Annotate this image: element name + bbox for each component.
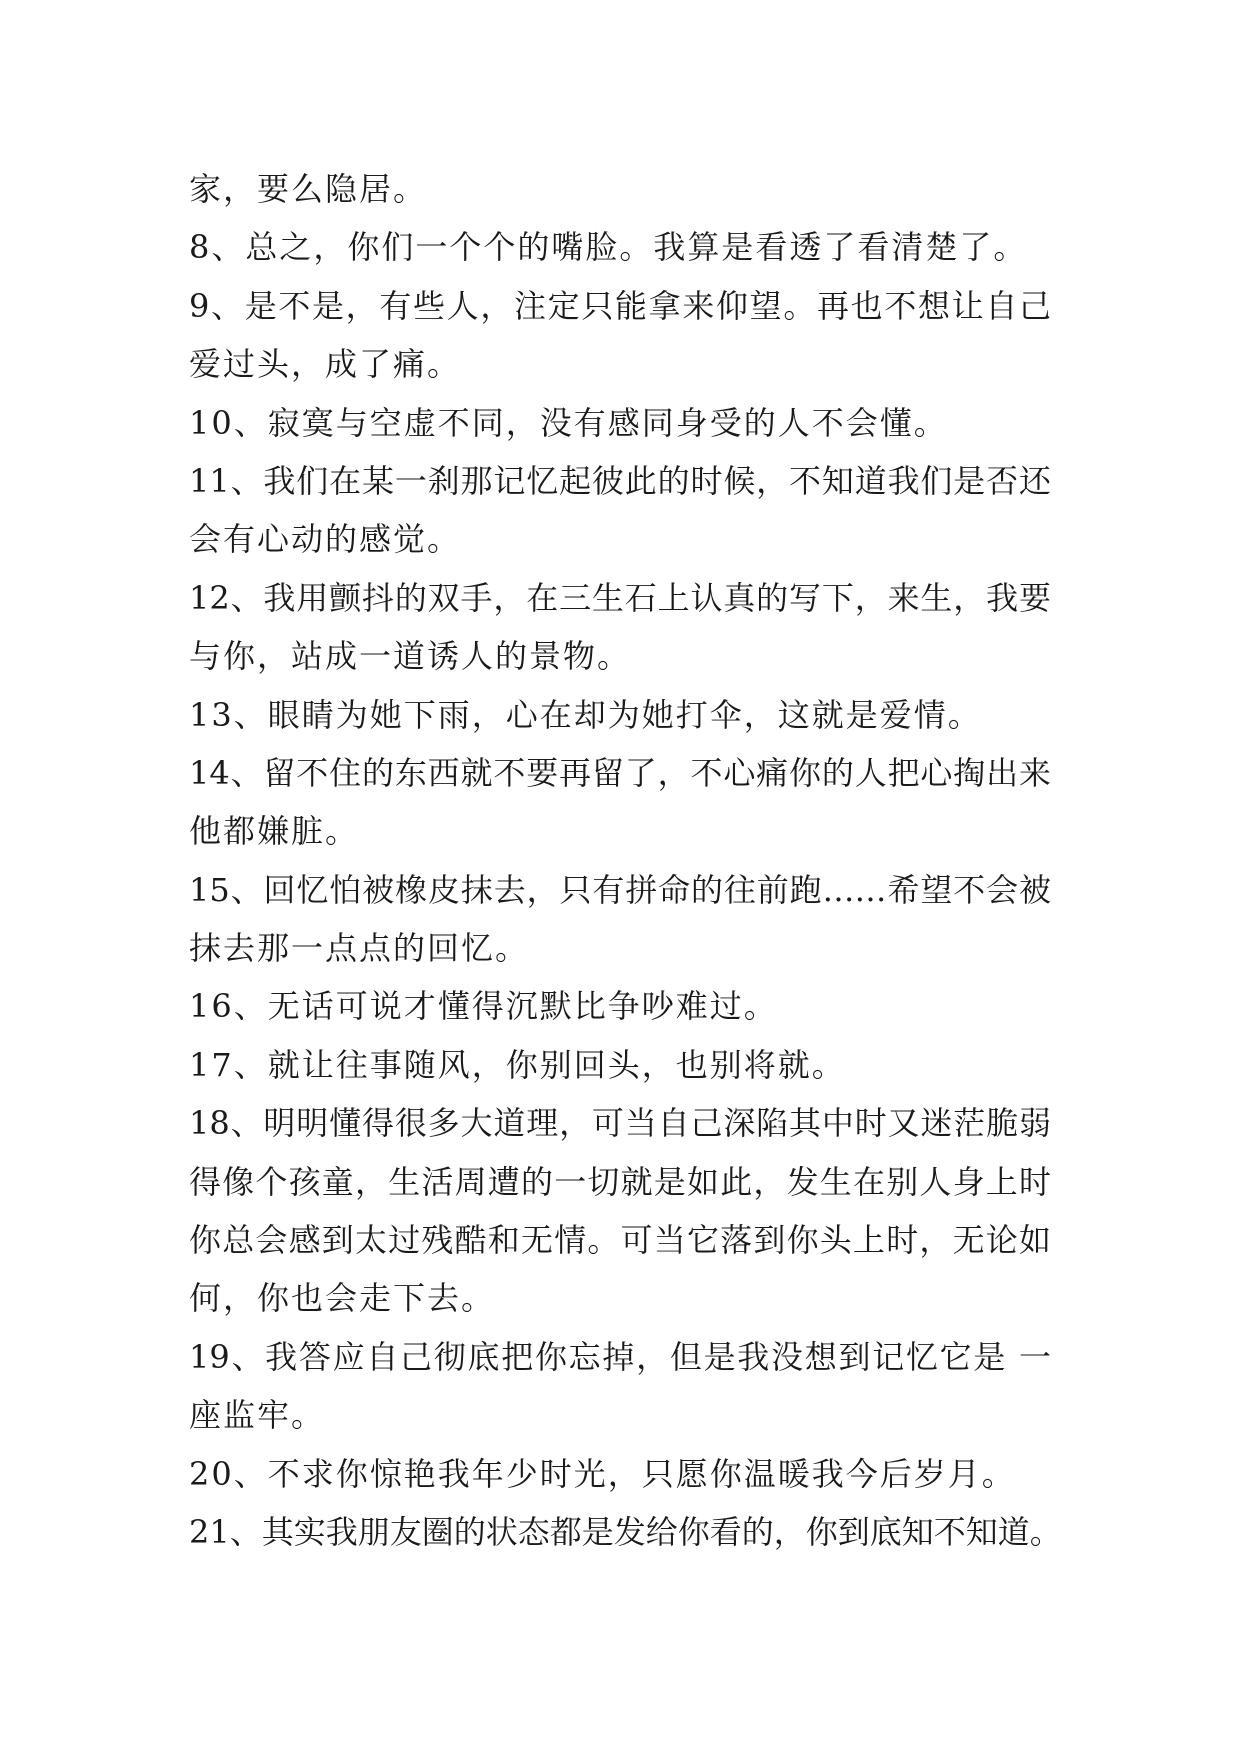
text-line: 11、我们在某一刹那记忆起彼此的时候，不知道我们是否还 xyxy=(189,461,1051,500)
text-line: 座监牢。 xyxy=(189,1396,326,1435)
text-body xyxy=(189,160,1062,1561)
text-line: 得像个孩童，生活周遭的一切就是如此，发生在别人身上时 xyxy=(189,1162,1051,1201)
text-line: 爱过头，成了痛。 xyxy=(189,345,462,384)
text-line: 20、不求你惊艳我年少时光，只愿你温暖我今后岁月。 xyxy=(189,1454,1016,1493)
text-line: 他都嫌脏。 xyxy=(189,812,360,851)
text-line: 21、其实我朋友圈的状态都是发给你看的，你到底知不知道。 xyxy=(189,1512,1062,1551)
text-line: 15、回忆怕被橡皮抹去，只有拼命的往前跑……希望不会被 xyxy=(189,870,1051,909)
text-line: 10、寂寞与空虚不同，没有感同身受的人不会懂。 xyxy=(189,403,948,442)
text-line: 12、我用颤抖的双手，在三生石上认真的写下，来生，我要 xyxy=(189,578,1051,617)
text-line: 何，你也会走下去。 xyxy=(189,1279,496,1318)
text-line: 18、明明懂得很多大道理，可当自己深陷其中时又迷茫脆弱 xyxy=(189,1104,1051,1143)
text-line: 19、我答应自己彻底把你忘掉，但是我没想到记忆它是 一 xyxy=(189,1337,1051,1376)
text-line: 13、眼睛为她下雨，心在却为她打伞，这就是爱情。 xyxy=(189,695,982,734)
text-line: 8、总之，你们一个个的嘴脸。我算是看透了看清楚了。 xyxy=(189,228,1028,267)
text-line: 与你，站成一道诱人的景物。 xyxy=(189,637,632,676)
text-line: 14、留不住的东西就不要再留了，不心痛你的人把心掏出来 xyxy=(189,753,1051,792)
text-line: 抹去那一点点的回忆。 xyxy=(189,929,530,968)
text-line: 17、就让往事随风，你别回头，也别将就。 xyxy=(189,1045,846,1084)
text-line: 家，要么隐居。 xyxy=(189,170,428,208)
text-line: 9、是不是，有些人，注定只能拿来仰望。再也不想让自己 xyxy=(189,286,1051,325)
text-line: 会有心动的感觉。 xyxy=(189,520,462,559)
text-line: 你总会感到太过残酷和无情。可当它落到你头上时，无论如 xyxy=(189,1221,1051,1260)
text-line: 16、无话可说才懂得沉默比争吵难过。 xyxy=(189,987,778,1026)
